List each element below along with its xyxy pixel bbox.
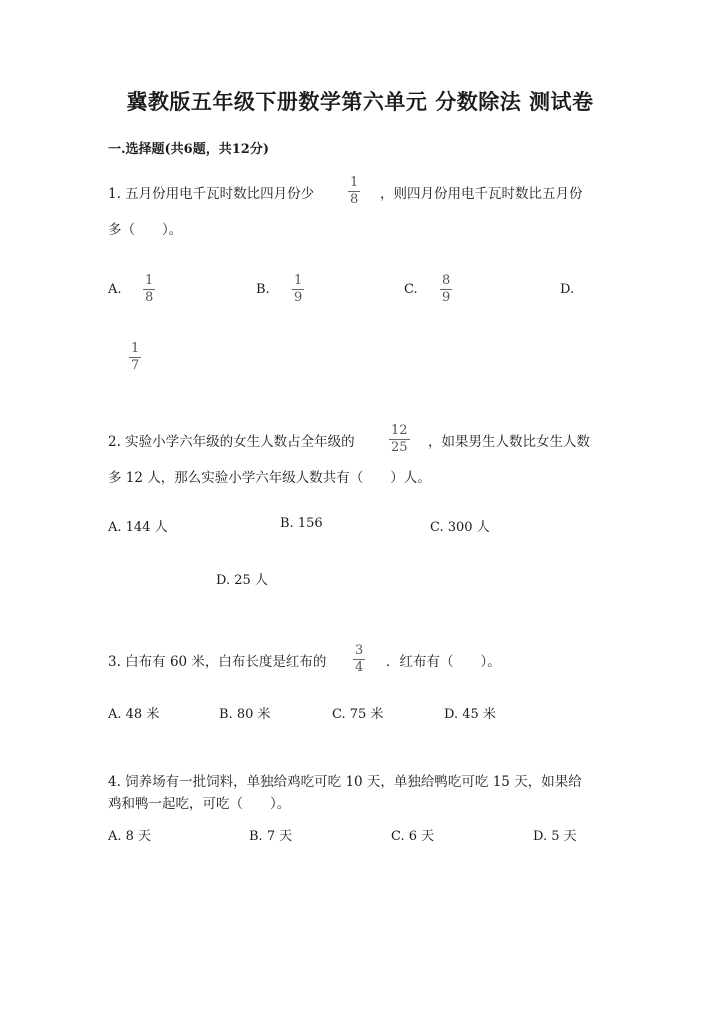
question-4-option-b[interactable]: B. 7 天 xyxy=(249,829,293,844)
fraction-denominator: 8 xyxy=(145,290,154,305)
question-2-option-c[interactable]: C. 300 人 xyxy=(430,520,490,535)
question-3-text-after: ．红布有（ ）。 xyxy=(386,654,501,670)
fraction-numerator: 1 xyxy=(131,341,140,356)
question-4-option-c[interactable]: C. 6 天 xyxy=(391,829,435,844)
question-1-text-before: 1. 五月份用电千瓦时数比四月份少 xyxy=(108,186,315,202)
fraction-denominator: 9 xyxy=(442,290,451,305)
question-4-option-d[interactable]: D. 5 天 xyxy=(533,829,577,844)
page-title: 冀教版五年级下册数学第六单元 分数除法 测试卷 xyxy=(126,89,594,114)
question-1-option-b-fraction[interactable] xyxy=(292,274,304,305)
question-4-text-line1: 4. 饲养场有一批饲料，单独给鸡吃可吃 10 天，单独给鸭吃可吃 15 天，如果给 xyxy=(108,774,582,790)
question-2-option-b[interactable]: B. 156 xyxy=(280,516,323,531)
question-2-text-after: ，如果男生人数比女生人数 xyxy=(428,434,590,450)
question-2-option-a[interactable]: A. 144 人 xyxy=(108,520,168,535)
question-3-text-before: 3. 白布有 60 米，白布长度是红布的 xyxy=(108,654,327,670)
question-1-option-b-letter[interactable]: B. xyxy=(256,282,270,297)
question-2-text-line2: 多 12 人，那么实验小学六年级人数共有（ ）人。 xyxy=(108,470,431,486)
fraction-denominator: 25 xyxy=(391,440,408,455)
fraction-denominator: 4 xyxy=(355,660,364,675)
question-1-option-c-letter[interactable]: C. xyxy=(404,282,418,297)
question-2-text-before: 2. 实验小学六年级的女生人数占全年级的 xyxy=(108,434,355,450)
fraction-numerator: 1 xyxy=(350,175,359,190)
question-3-option-b[interactable]: B. 80 米 xyxy=(219,707,271,722)
fraction-numerator: 1 xyxy=(145,273,154,288)
question-1-text-after: ，则四月份用电千瓦时数比五月份 xyxy=(380,186,583,202)
fraction-numerator: 8 xyxy=(442,273,451,288)
question-2-option-d[interactable]: D. 25 人 xyxy=(216,573,268,588)
fraction-denominator: 7 xyxy=(131,358,140,373)
fraction-denominator: 9 xyxy=(294,290,303,305)
fraction-denominator: 8 xyxy=(350,192,359,207)
section-heading: 一.选择题(共6题，共12分) xyxy=(108,142,269,157)
question-3-fraction xyxy=(353,644,365,675)
question-1-fraction xyxy=(348,176,360,207)
question-3-option-a[interactable]: A. 48 米 xyxy=(108,707,160,722)
question-1-option-d-letter[interactable]: D. xyxy=(560,282,575,297)
question-4-option-a[interactable]: A. 8 天 xyxy=(108,829,152,844)
question-1-option-d-fraction[interactable] xyxy=(129,342,141,373)
question-1-option-c-fraction[interactable] xyxy=(440,274,452,305)
question-3-option-d[interactable]: D. 45 米 xyxy=(444,707,496,722)
question-1-option-a-letter[interactable]: A. xyxy=(108,282,122,297)
fraction-numerator: 3 xyxy=(355,643,364,658)
fraction-numerator: 1 xyxy=(294,273,303,288)
question-2-fraction xyxy=(389,424,410,455)
question-1-option-a-fraction[interactable] xyxy=(143,274,155,305)
question-1-text-line2: 多（ ）。 xyxy=(108,222,183,238)
question-4-text-line2: 鸡和鸭一起吃，可吃（ ）。 xyxy=(108,796,291,812)
question-3-option-c[interactable]: C. 75 米 xyxy=(332,707,384,722)
fraction-numerator: 12 xyxy=(391,423,408,438)
